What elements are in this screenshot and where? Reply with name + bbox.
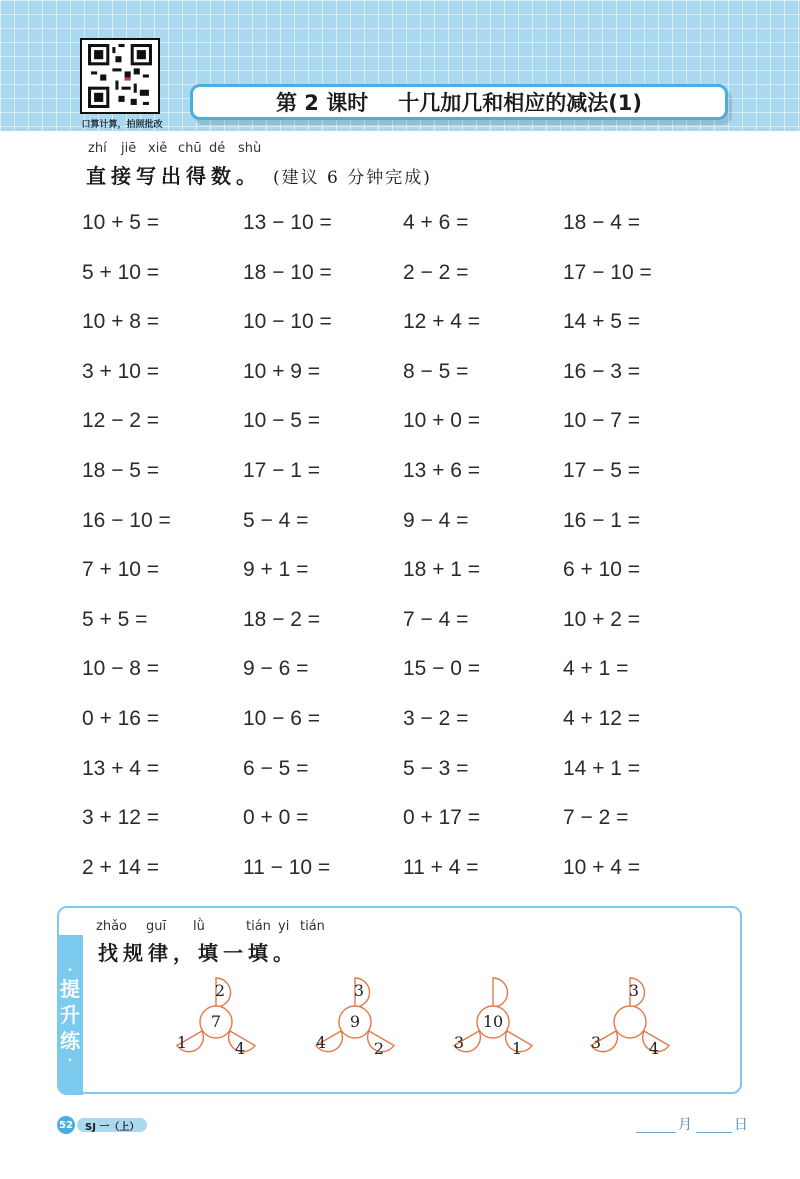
- pinyin-syllable: chū: [178, 141, 202, 156]
- equation-item[interactable]: 6 − 5 =: [243, 757, 309, 780]
- equation-item[interactable]: 10 + 8 =: [82, 310, 160, 333]
- equation-item[interactable]: 4 + 12 =: [563, 707, 641, 730]
- equation-item[interactable]: 10 − 7 =: [563, 409, 641, 432]
- equation-item[interactable]: 6 + 10 =: [563, 558, 641, 581]
- equation-item[interactable]: 18 + 1 =: [403, 558, 481, 581]
- pinyin-syllable: guī: [146, 919, 167, 934]
- pinwheel-center-number: 7: [210, 1012, 222, 1031]
- equation-item[interactable]: 0 + 16 =: [82, 707, 160, 730]
- equation-item[interactable]: 10 − 8 =: [82, 657, 160, 680]
- pinwheel: [578, 970, 688, 1080]
- pinwheel-top-number: 2: [214, 981, 226, 1000]
- equation-item[interactable]: 10 + 2 =: [563, 608, 641, 631]
- pinwheel-center-number: 9: [349, 1012, 361, 1031]
- practice-side-tab: [57, 935, 83, 1095]
- lesson-title-bar: [190, 84, 728, 120]
- equation-item[interactable]: 3 − 2 =: [403, 707, 469, 730]
- equation-item[interactable]: 7 + 10 =: [82, 558, 160, 581]
- pinyin-syllable: zhǎo: [96, 919, 127, 934]
- equation-item[interactable]: 8 − 5 =: [403, 360, 469, 383]
- pinyin-syllable: zhí: [88, 141, 107, 156]
- equation-item[interactable]: 10 − 5 =: [243, 409, 321, 432]
- equation-item[interactable]: 16 − 1 =: [563, 509, 641, 532]
- equation-item[interactable]: 3 + 10 =: [82, 360, 160, 383]
- equation-item[interactable]: 2 + 14 =: [82, 856, 160, 879]
- footer-badge: [57, 1116, 147, 1134]
- equation-item[interactable]: 11 − 10 =: [243, 856, 331, 879]
- side-tab-dot: ·: [67, 963, 73, 977]
- time-suggestion: (建议 6 分钟完成): [272, 168, 432, 188]
- equation-item[interactable]: 5 + 10 =: [82, 261, 160, 284]
- side-tab-char: 提: [60, 977, 80, 1001]
- pinwheel: [303, 970, 413, 1080]
- pinwheel-left-number: 4: [315, 1033, 327, 1052]
- equation-item[interactable]: 9 − 4 =: [403, 509, 469, 532]
- equation-item[interactable]: 0 + 17 =: [403, 806, 481, 829]
- equation-item[interactable]: 17 − 5 =: [563, 459, 641, 482]
- instruction-text: 直接写出得数。: [86, 164, 261, 188]
- pinwheel-left-number: 1: [176, 1033, 188, 1052]
- pinwheel-top-number: 3: [628, 981, 640, 1000]
- equation-item[interactable]: 9 + 1 =: [243, 558, 309, 581]
- pinwheel-center-number: 10: [482, 1012, 504, 1031]
- pinwheel-right-number: 1: [511, 1039, 523, 1058]
- equation-item[interactable]: 10 − 6 =: [243, 707, 321, 730]
- equation-item[interactable]: 15 − 0 =: [403, 657, 481, 680]
- pinwheel-right-number: 2: [373, 1039, 385, 1058]
- header-banner: [0, 0, 800, 131]
- equation-item[interactable]: 7 − 2 =: [563, 806, 629, 829]
- lesson-number: 第 2 课时: [275, 91, 369, 115]
- equation-item[interactable]: 10 + 0 =: [403, 409, 481, 432]
- side-tab-char: 练: [60, 1029, 80, 1053]
- equation-item[interactable]: 4 + 1 =: [563, 657, 629, 680]
- pinyin-syllable: jiē: [121, 141, 137, 156]
- grade-tag: SJ 一（上）: [77, 1118, 147, 1132]
- qr-caption: 口算计算，拍照批改: [81, 120, 163, 130]
- top-blade: [493, 978, 508, 1007]
- pinyin-syllable: yi: [278, 919, 290, 934]
- equation-item[interactable]: 5 + 5 =: [82, 608, 148, 631]
- equation-item[interactable]: 14 + 1 =: [563, 757, 641, 780]
- section2-instruction: 找规律，填一填。: [98, 941, 298, 965]
- qr-code[interactable]: [80, 38, 160, 114]
- equation-item[interactable]: 13 − 10 =: [243, 211, 332, 234]
- pinwheel: [164, 970, 274, 1080]
- pinyin-syllable: lǜ: [193, 919, 205, 934]
- side-tab-dot: ·: [67, 1053, 73, 1067]
- page-number: 52: [57, 1116, 75, 1134]
- day-blank[interactable]: [696, 1132, 732, 1133]
- equation-item[interactable]: 18 − 4 =: [563, 211, 641, 234]
- month-blank[interactable]: [636, 1132, 676, 1133]
- equation-item[interactable]: 16 − 3 =: [563, 360, 641, 383]
- day-label: 日: [734, 1117, 748, 1133]
- equation-item[interactable]: 10 − 10 =: [243, 310, 332, 333]
- equation-item[interactable]: 14 + 5 =: [563, 310, 641, 333]
- equation-item[interactable]: 10 + 4 =: [563, 856, 641, 879]
- qr-code-icon: [86, 44, 154, 108]
- equation-item[interactable]: 18 − 10 =: [243, 261, 332, 284]
- equation-item[interactable]: 5 − 3 =: [403, 757, 469, 780]
- equation-item[interactable]: 18 − 5 =: [82, 459, 160, 482]
- equation-item[interactable]: 11 + 4 =: [403, 856, 479, 879]
- side-tab-char: 升: [60, 1003, 80, 1027]
- pinyin-syllable: shù: [238, 141, 262, 156]
- lesson-title: 十几加几和相应的减法(1): [398, 91, 643, 115]
- pinwheel-right-number: 4: [234, 1039, 246, 1058]
- equation-item[interactable]: 10 + 5 =: [82, 211, 160, 234]
- equation-item[interactable]: 3 + 12 =: [82, 806, 160, 829]
- section1-instruction: [86, 160, 432, 189]
- equation-item[interactable]: 5 − 4 =: [243, 509, 309, 532]
- pinwheel-right-number: 4: [648, 1039, 660, 1058]
- equation-item[interactable]: 18 − 2 =: [243, 608, 321, 631]
- equation-item[interactable]: 13 + 4 =: [82, 757, 160, 780]
- pinyin-syllable: dé: [209, 141, 226, 156]
- equation-item[interactable]: 17 − 1 =: [243, 459, 321, 482]
- pinwheel: [441, 970, 551, 1080]
- center-circle: [614, 1006, 646, 1038]
- equation-item[interactable]: 7 − 4 =: [403, 608, 469, 631]
- equation-item[interactable]: 12 − 2 =: [82, 409, 160, 432]
- pinyin-syllable: tián: [246, 919, 271, 934]
- pinwheel-top-number: 3: [353, 981, 365, 1000]
- pinyin-syllable: xiě: [148, 141, 168, 156]
- equation-item[interactable]: 10 + 9 =: [243, 360, 321, 383]
- equation-item[interactable]: 17 − 10 =: [563, 261, 652, 284]
- equation-item[interactable]: 16 − 10 =: [82, 509, 171, 532]
- pinyin-syllable: tián: [300, 919, 325, 934]
- month-label: 月: [678, 1117, 692, 1133]
- equation-item[interactable]: 4 + 6 =: [403, 211, 469, 234]
- equation-item[interactable]: 2 − 2 =: [403, 261, 469, 284]
- equation-item[interactable]: 9 − 6 =: [243, 657, 309, 680]
- equation-item[interactable]: 12 + 4 =: [403, 310, 481, 333]
- pinwheel-left-number: 3: [590, 1033, 602, 1052]
- pinwheel-left-number: 3: [453, 1033, 465, 1052]
- equation-item[interactable]: 13 + 6 =: [403, 459, 481, 482]
- equation-item[interactable]: 0 + 0 =: [243, 806, 309, 829]
